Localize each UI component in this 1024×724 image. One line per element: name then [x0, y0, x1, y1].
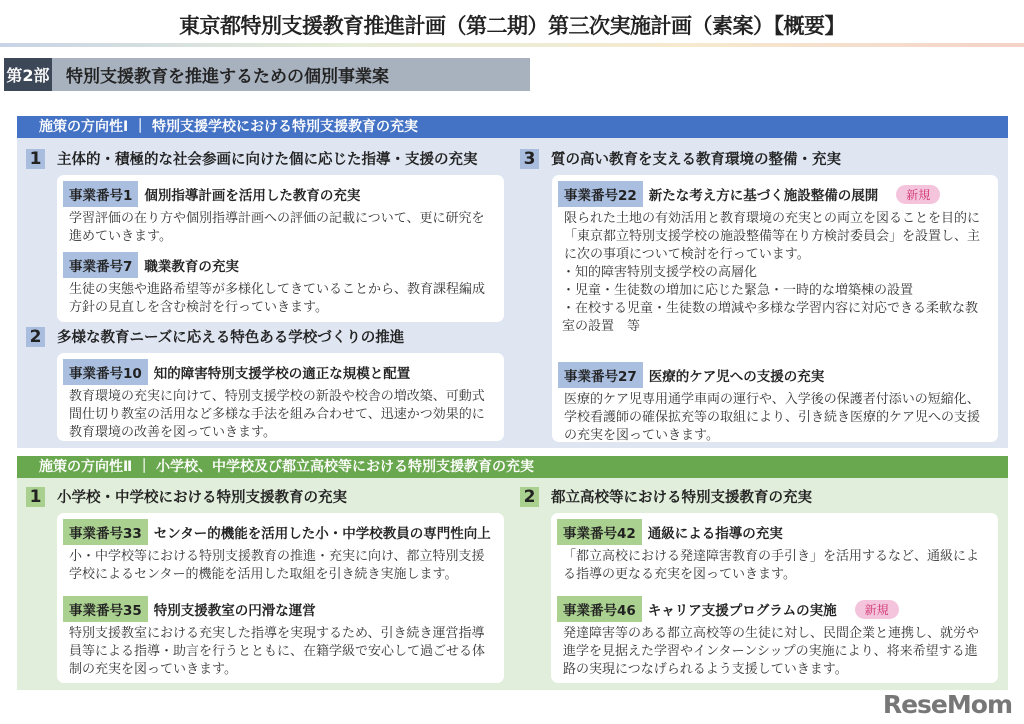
project-number-label: 事業番号35	[63, 596, 148, 622]
subsection	[26, 148, 504, 322]
project-card	[551, 513, 998, 683]
project-item	[562, 181, 988, 336]
subsection-title: 都立高校等における特別支援教育の充実	[551, 490, 812, 506]
project-title: 知的障害特別支援学校の適正な規模と配置	[153, 366, 411, 382]
part-number: 第2部	[4, 58, 52, 91]
project-card	[552, 175, 998, 442]
project-description: 医療的ケア児専用通学車両の運行や、入学後の保護者付添いの短縮化、学校看護師の確保拡充等の取組により、引き続き医療的ケア児への支援の充実を図っていきます。	[564, 392, 981, 443]
bullet-item: ・児童・生徒数の増加に応じた緊急・一時的な増築棟の設置	[562, 283, 914, 298]
project-title: 医療的ケア児への支援の充実	[648, 369, 825, 385]
project-title: キャリア支援プログラムの実施	[647, 603, 837, 619]
subsection	[520, 486, 998, 683]
subsection-title: 質の高い教育を支える教育環境の整備・充実	[551, 152, 841, 168]
project-title: 個別指導計画を活用した教育の充実	[144, 188, 361, 204]
bullet-item: ・在校する児童・生徒数の増減や多様な学習内容に対応できる柔軟な教室の設置 等	[562, 301, 979, 334]
subsection-title: 小学校・中学校における特別支援教育の充実	[57, 490, 347, 506]
project-description: 学習評価の在り方や個別指導計画への評価の記載について、更に研究を進めていきます。	[69, 211, 485, 244]
project-description: 限られた土地の有効活用と教育環境の充実との両立を図ることを目的に「東京都立特別支援学校の施設整備等在り方検討委員会」を設置し、主に次の事項について検討を行っています。	[564, 211, 981, 262]
project-description: 発達障害等のある都立高校等の生徒に対し、民間企業と連携し、就労や進学を見据えた学習やインターンシップの実施により、将来希望する進路の実現につなげられるよう支援していきます。	[563, 626, 980, 677]
project-title: 通級による指導の充実	[647, 526, 783, 542]
part-title: 特別支援教育を推進するための個別事業案	[66, 67, 389, 87]
subsection-title: 多様な教育ニーズに応える特色ある学校づくりの推進	[57, 330, 405, 346]
subsection-number: 2	[26, 327, 45, 347]
project-item	[67, 596, 494, 679]
project-title: 特別支援教室の円滑な運営	[153, 603, 316, 619]
policy-section-header: 施策の方向性Ⅱ ｜ 小学校、中学校及び都立高校等における特別支援教育の充実	[17, 456, 1008, 478]
project-card	[57, 353, 504, 441]
subsection-number: 1	[26, 487, 45, 507]
part-header	[4, 58, 530, 91]
project-number-label: 事業番号1	[63, 181, 138, 207]
subsection-number: 2	[520, 487, 539, 507]
project-description: 「都立高校における発達障害教育の手引き」を活用するなど、通級による指導の更なる充実を図っていきます。	[563, 549, 980, 582]
project-item	[67, 181, 494, 246]
policy-section-header: 施策の方向性Ⅰ ｜ 特別支援学校における特別支援教育の充実	[17, 116, 1008, 138]
subsection-number: 1	[26, 149, 45, 169]
project-description: 特別支援教室における充実した指導を実現するため、引き続き運営指導員等による指導・助言を行うとともに、在籍学級で安心して過ごせる体制の充実を図っていきます。	[69, 626, 486, 677]
subsection-heading	[26, 148, 504, 169]
subsection-number: 3	[520, 149, 539, 169]
resemom-logo: ReseMom	[882, 690, 1012, 719]
bullet-item: ・知的障害特別支援学校の高層化	[562, 265, 758, 280]
new-badge: 新規	[855, 600, 899, 619]
project-description: 小・中学校等における特別支援教育の推進・充実に向け、都立特別支援学校によるセンター的機能を活用した取組を引き続き実施します。	[69, 549, 485, 582]
subsection-heading	[520, 486, 998, 507]
project-card	[57, 175, 504, 322]
project-number-label: 事業番号10	[63, 359, 148, 385]
title-divider	[0, 43, 1024, 47]
project-item	[67, 359, 494, 442]
project-title: 新たな考え方に基づく施設整備の展開	[648, 188, 879, 204]
page-title: 東京都特別支援教育推進計画（第二期）第三次実施計画（素案）【概要】	[179, 14, 845, 38]
new-badge: 新規	[896, 185, 940, 204]
subsection-heading	[26, 486, 504, 507]
project-item	[67, 252, 494, 317]
project-number-label: 事業番号27	[558, 362, 643, 388]
subsection	[520, 148, 998, 442]
project-description: 生徒の実態や進路希望等が多様化してきていることから、教育課程編成方針の見直しを含む検討を行っていきます。	[69, 282, 486, 315]
subsection	[26, 326, 504, 441]
subsection	[26, 486, 504, 683]
project-number-label: 事業番号33	[63, 519, 148, 545]
subsection-heading	[520, 148, 998, 169]
project-number-label: 事業番号42	[557, 519, 642, 545]
subsection-title: 主体的・積極的な社会参画に向けた個に応じた指導・支援の充実	[57, 152, 478, 168]
project-title: センター的機能を活用した小・中学校教員の専門性向上	[153, 526, 491, 542]
project-description: 教育環境の充実に向けて、特別支援学校の新設や校舎の増改築、可動式間仕切り教室の活用など多様な手法を組み合わせて、迅速かつ効果的に教育環境の改善を図っていきます。	[69, 389, 485, 440]
project-item	[561, 596, 988, 679]
project-card	[57, 513, 504, 683]
project-item	[561, 519, 988, 584]
project-item	[67, 519, 494, 584]
project-number-label: 事業番号46	[557, 596, 642, 622]
project-item	[562, 362, 988, 445]
subsection-heading	[26, 326, 504, 347]
project-number-label: 事業番号7	[63, 252, 138, 278]
project-number-label: 事業番号22	[558, 181, 643, 207]
project-title: 職業教育の充実	[144, 259, 239, 275]
